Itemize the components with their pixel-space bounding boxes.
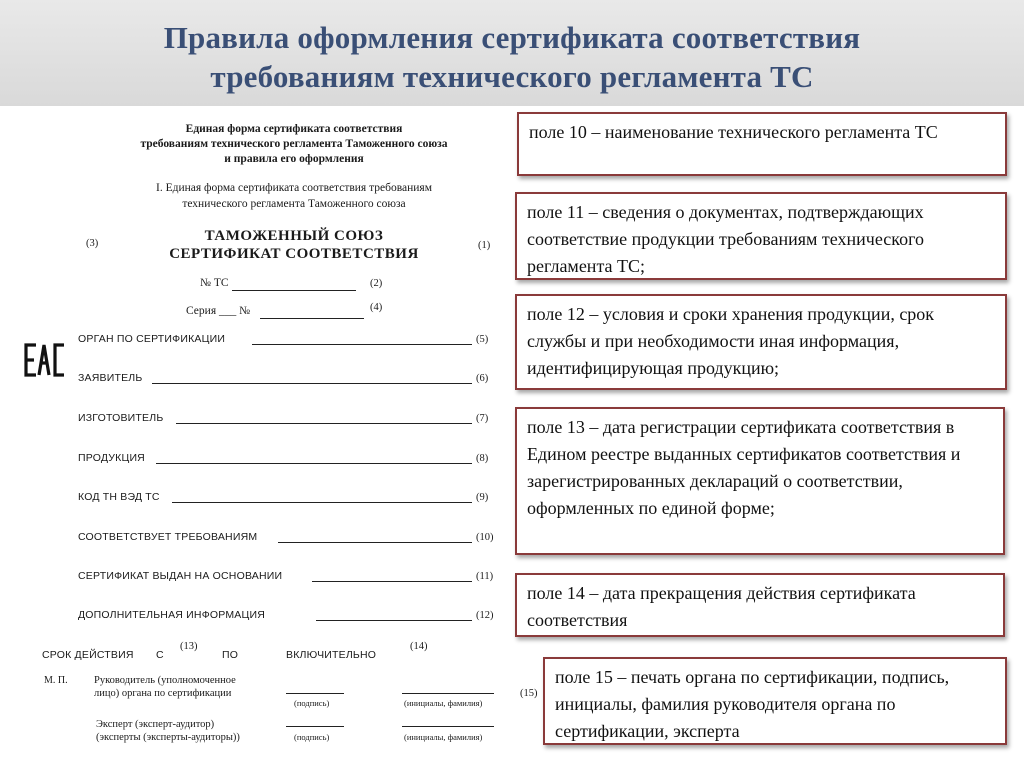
field-num-1: (1)	[478, 240, 491, 251]
form-row-line	[252, 344, 472, 345]
validity-from: С	[156, 649, 164, 661]
eac-logo-text: EAC	[24, 343, 26, 344]
expert-label-2: (эксперты (эксперты-аудиторы))	[96, 732, 240, 743]
stamp-label: М. П.	[44, 675, 68, 686]
form-row-label: СООТВЕТСТВУЕТ ТРЕБОВАНИЯМ	[78, 531, 258, 543]
validity-to: ПО	[222, 649, 239, 661]
head-label-2: лицо) органа по сертификации	[94, 688, 232, 699]
certificate-form	[0, 106, 538, 767]
form-row-label: ДОПОЛНИТЕЛЬНАЯ ИНФОРМАЦИЯ	[78, 609, 265, 621]
form-row-line	[316, 620, 472, 621]
head-sign-line	[286, 693, 344, 694]
slide-title	[0, 18, 1024, 96]
union-title: ТАМОЖЕННЫЙ СОЮЗ	[204, 228, 384, 244]
slide-title-line-1: Правила оформления сертификата соответствия	[163, 20, 861, 55]
field-num-4: (4)	[370, 302, 383, 313]
callout-field-10: поле 10 – наименование технического регламента ТС	[517, 112, 1007, 176]
field-num-3: (3)	[86, 238, 99, 249]
callout-field-12: поле 12 – условия и сроки хранения продукции, срок службы и при необходимости иная информация, идентифицирующая продукцию;	[515, 294, 1007, 390]
field-num-2: (2)	[370, 278, 383, 289]
form-row-label: ОРГАН ПО СЕРТИФИКАЦИИ	[78, 333, 226, 345]
form-row-number: (6)	[476, 373, 489, 384]
expert-initials-caption: (инициалы, фамилия)	[404, 732, 483, 742]
form-row-label: ЗАЯВИТЕЛЬ	[78, 372, 143, 384]
form-heading-2: требованиям технического регламента Таможенного союза	[140, 138, 448, 150]
field-num-14: (14)	[410, 641, 428, 652]
eac-logo-icon	[24, 343, 68, 377]
form-row-label: КОД ТН ВЭД ТС	[78, 491, 160, 503]
form-row-number: (9)	[476, 492, 489, 503]
form-row-number: (12)	[476, 610, 494, 621]
head-sign-caption: (подпись)	[294, 698, 330, 708]
expert-label-1: Эксперт (эксперт-аудитор)	[96, 719, 215, 730]
callout-field-11: поле 11 – сведения о документах, подтверждающих соответствие продукции требованиям технического регламента ТС;	[515, 192, 1007, 280]
form-heading-3: и правила его оформления	[224, 153, 364, 165]
callout-field-14: поле 14 – дата прекращения действия сертификата соответствия	[515, 573, 1005, 637]
validity-inclusive: ВКЛЮЧИТЕЛЬНО	[286, 649, 377, 661]
form-heading-1: Единая форма сертификата соответствия	[185, 123, 403, 135]
callout-field-13: поле 13 – дата регистрации сертификата соответствия в Едином реестре выданных сертификатов соответствия и зарегистрированных деклараций о соответствии, оформленных по единой форме;	[515, 407, 1005, 555]
series-line	[260, 318, 364, 319]
head-label-1: Руководитель (уполномоченное	[94, 675, 236, 686]
form-row-label: СЕРТИФИКАТ ВЫДАН НА ОСНОВАНИИ	[78, 570, 283, 582]
expert-initials-line	[402, 726, 494, 727]
form-section-1: I. Единая форма сертификата соответствия требованиям	[156, 182, 432, 194]
form-row-label: ИЗГОТОВИТЕЛЬ	[78, 412, 164, 424]
form-row-line	[156, 463, 472, 464]
form-row-number: (5)	[476, 334, 489, 345]
tc-number-line	[232, 290, 356, 291]
form-row-label: ПРОДУКЦИЯ	[78, 452, 145, 464]
form-row-number: (7)	[476, 413, 489, 424]
slide-title-line-2: требованиям технического регламента ТС	[210, 59, 814, 94]
field-num-15: (15)	[520, 688, 538, 699]
form-row-number: (11)	[476, 571, 494, 582]
form-row-line	[176, 423, 472, 424]
form-row-line	[152, 383, 472, 384]
form-row-number: (8)	[476, 453, 489, 464]
tc-number-label: № ТС	[200, 277, 229, 289]
form-section-2: технического регламента Таможенного союза	[182, 198, 406, 210]
head-initials-caption: (инициалы, фамилия)	[404, 698, 483, 708]
callout-field-15: поле 15 – печать органа по сертификации, подпись, инициалы, фамилия руководителя органа по сертификации, эксперта	[543, 657, 1007, 745]
series-label: Серия ___ №	[186, 305, 251, 317]
form-row-line	[278, 542, 472, 543]
form-row-line	[172, 502, 472, 503]
form-row-line	[312, 581, 472, 582]
expert-sign-line	[286, 726, 344, 727]
certificate-title: СЕРТИФИКАТ СООТВЕТСТВИЯ	[169, 246, 419, 262]
form-row-number: (10)	[476, 532, 494, 543]
expert-sign-caption: (подпись)	[294, 732, 330, 742]
validity-label: СРОК ДЕЙСТВИЯ	[42, 649, 134, 661]
head-initials-line	[402, 693, 494, 694]
field-num-13: (13)	[180, 641, 198, 652]
